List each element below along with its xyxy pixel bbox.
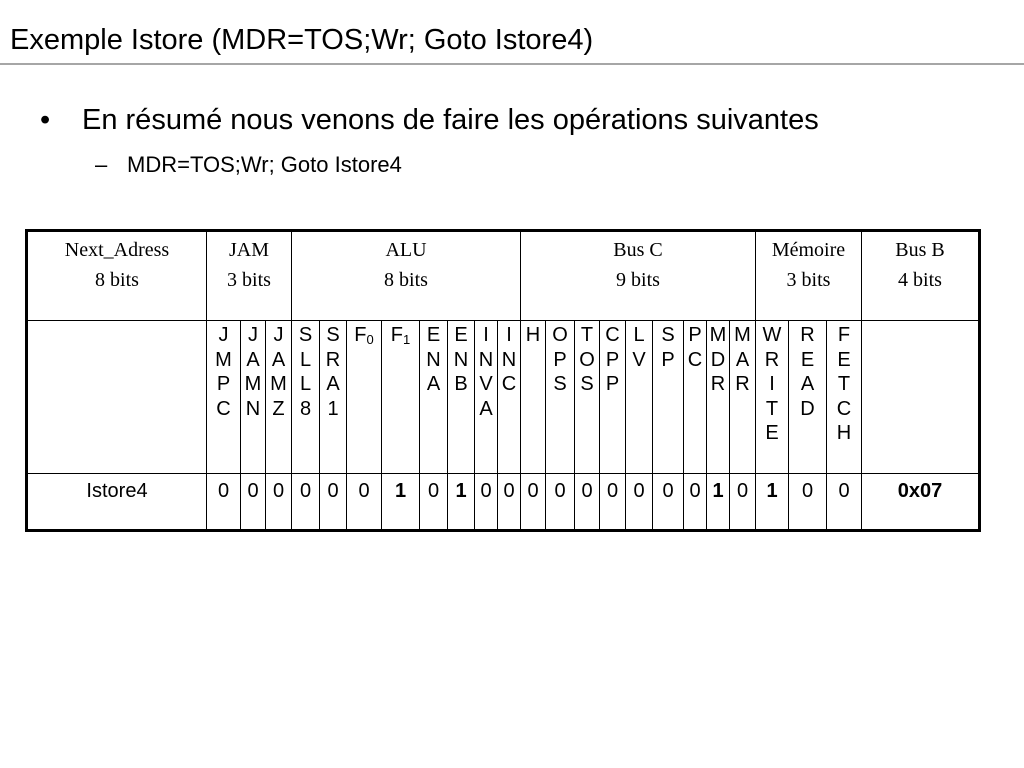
signal-letter: R bbox=[735, 373, 750, 395]
signal-letter: M bbox=[215, 348, 232, 371]
signal-name-cell bbox=[789, 321, 827, 474]
signal-letter: T bbox=[837, 373, 851, 395]
signal-cell-empty bbox=[27, 321, 207, 474]
signal-letter: A bbox=[271, 348, 286, 371]
group-bits: 3 bits bbox=[786, 269, 831, 291]
signal-letter: R bbox=[800, 324, 815, 346]
signal-name-cell bbox=[320, 321, 347, 474]
bit-value: 0 bbox=[626, 474, 653, 531]
signal-letter: J bbox=[248, 324, 258, 346]
group-name: Mémoire bbox=[771, 239, 846, 261]
signal-name-cell bbox=[626, 321, 653, 474]
group-name: Bus C bbox=[613, 239, 663, 261]
signal-letter: S bbox=[661, 324, 675, 346]
signal-letter: P bbox=[661, 348, 675, 371]
bit-value: 0 bbox=[420, 474, 448, 531]
signal-name-cell bbox=[347, 321, 382, 474]
signal-letter: P bbox=[553, 348, 567, 371]
bit-value: 0 bbox=[266, 474, 292, 531]
group-bits: 8 bits bbox=[384, 269, 428, 291]
signal-letter: M bbox=[270, 373, 287, 395]
bit-value: 1 bbox=[707, 474, 730, 531]
signal-name-cell bbox=[382, 321, 420, 474]
bit-value: 0 bbox=[521, 474, 546, 531]
signal-letter: P bbox=[216, 373, 231, 395]
signal-letter: A bbox=[479, 397, 493, 420]
field-group-header-row bbox=[27, 231, 980, 321]
bit-value: 1 bbox=[382, 474, 420, 531]
signal-letter: 8 bbox=[299, 397, 312, 420]
sub-bullet-text: MDR=TOS;Wr; Goto Istore4 bbox=[127, 152, 402, 177]
signal-name-cell bbox=[475, 321, 498, 474]
bit-value: 0 bbox=[653, 474, 684, 531]
signal-letter: N bbox=[501, 348, 517, 371]
group-bits: 9 bits bbox=[616, 269, 660, 291]
signal-letter: S bbox=[553, 373, 567, 395]
signal-letter: M bbox=[709, 324, 727, 346]
signal-letter: E bbox=[454, 324, 468, 346]
signal-letter: H bbox=[525, 324, 541, 346]
signal-letter: N bbox=[245, 397, 261, 420]
group-next-address bbox=[27, 231, 207, 321]
bit-value: 1 bbox=[448, 474, 475, 531]
signal-letter: C bbox=[216, 397, 231, 420]
signal-letter: R bbox=[710, 373, 726, 395]
signal-letter: V bbox=[479, 373, 493, 395]
signal-letter: O bbox=[579, 348, 595, 371]
signal-letter: Z bbox=[272, 397, 285, 420]
signal-letter: A bbox=[735, 348, 750, 371]
signal-name-cell bbox=[448, 321, 475, 474]
signal-name-cell bbox=[266, 321, 292, 474]
sub-bullet-marker: – bbox=[95, 152, 108, 177]
signal-letter: I bbox=[506, 324, 512, 346]
signal-name-row bbox=[27, 321, 980, 474]
group-name: JAM bbox=[228, 239, 269, 261]
bit-value: 0 bbox=[789, 474, 827, 531]
signal-letter: L bbox=[299, 348, 312, 371]
signal-letter: B bbox=[454, 373, 468, 395]
signal-name-cell bbox=[684, 321, 707, 474]
signal-letter: E bbox=[800, 348, 815, 371]
signal-letter: W bbox=[762, 324, 782, 346]
signal-letter: C bbox=[501, 373, 517, 395]
signal-letter: D bbox=[800, 397, 815, 420]
signal-letter: R bbox=[325, 348, 341, 371]
signal-letter: O bbox=[552, 324, 568, 346]
signal-letter: T bbox=[765, 397, 779, 420]
signal-name-cell bbox=[292, 321, 320, 474]
signal-letter: 1 bbox=[327, 397, 339, 420]
signal-letter: E bbox=[837, 348, 851, 371]
signal-letter: I bbox=[483, 324, 489, 346]
group-name: Bus B bbox=[895, 239, 945, 261]
group-bits: 3 bits bbox=[227, 269, 271, 291]
group-bus-c bbox=[521, 231, 756, 321]
signal-letter: J bbox=[218, 324, 229, 346]
bullet-item bbox=[40, 102, 819, 138]
signal-letter: L bbox=[633, 324, 645, 346]
bit-value: 0 bbox=[600, 474, 626, 531]
signal-name-cell bbox=[575, 321, 600, 474]
signal-letter: C bbox=[836, 397, 852, 420]
signal-letter: J bbox=[273, 324, 284, 346]
signal-letter: S bbox=[580, 373, 594, 395]
signal-letter: A bbox=[800, 373, 815, 395]
bit-value: 0 bbox=[320, 474, 347, 531]
signal-name-cell bbox=[653, 321, 684, 474]
bus-b-value: 0x07 bbox=[862, 474, 980, 531]
signal-name-cell bbox=[827, 321, 862, 474]
signal-letter: A bbox=[326, 373, 340, 395]
signal-letter: E bbox=[765, 422, 779, 444]
signal-cell-empty bbox=[862, 321, 980, 474]
signal-letter: C bbox=[605, 324, 620, 346]
group-alu bbox=[292, 231, 521, 321]
bit-value: 0 bbox=[827, 474, 862, 531]
microinstruction-table bbox=[25, 229, 981, 532]
bit-value: 0 bbox=[546, 474, 575, 531]
signal-name-cell bbox=[207, 321, 241, 474]
next-address-value: Istore4 bbox=[27, 474, 207, 531]
signal-letter: V bbox=[632, 348, 646, 371]
sub-bullet-item bbox=[95, 150, 402, 180]
group-name: Next_Adress bbox=[64, 239, 170, 261]
signal-letter: I bbox=[769, 373, 775, 395]
bit-value: 1 bbox=[756, 474, 789, 531]
signal-letter: A bbox=[246, 348, 260, 371]
signal-name-cell bbox=[498, 321, 521, 474]
signal-letter: D bbox=[710, 348, 726, 371]
signal-name-cell bbox=[707, 321, 730, 474]
signal-letter: R bbox=[764, 348, 780, 371]
signal-letter: S bbox=[298, 324, 313, 346]
signal-name-cell bbox=[241, 321, 266, 474]
signal-name-cell bbox=[730, 321, 756, 474]
bit-value: 0 bbox=[292, 474, 320, 531]
signal-name-cell bbox=[420, 321, 448, 474]
signal-name-cell bbox=[521, 321, 546, 474]
bit-value: 0 bbox=[684, 474, 707, 531]
signal-letter: M bbox=[734, 324, 751, 346]
value-row bbox=[27, 474, 980, 531]
title-divider bbox=[0, 63, 1024, 65]
signal-letter: M bbox=[244, 373, 262, 395]
signal-letter: T bbox=[580, 324, 594, 346]
signal-letter: N bbox=[478, 348, 494, 371]
group-memoire bbox=[756, 231, 862, 321]
signal-name-cell bbox=[546, 321, 575, 474]
signal-letter: P bbox=[688, 324, 702, 346]
signal-label: $F_1$ bbox=[390, 324, 411, 347]
signal-label: $F_0$ bbox=[354, 324, 374, 347]
bit-value: 0 bbox=[207, 474, 241, 531]
signal-letter: P bbox=[605, 373, 620, 395]
bullet-text: En résumé nous venons de faire les opérations suivantes bbox=[82, 104, 819, 136]
signal-letter: C bbox=[687, 348, 703, 371]
group-bits: 8 bits bbox=[95, 269, 139, 291]
bit-value: 0 bbox=[575, 474, 600, 531]
signal-letter: A bbox=[426, 373, 441, 395]
signal-letter: E bbox=[426, 324, 441, 346]
signal-letter: S bbox=[326, 324, 340, 346]
bit-value: 0 bbox=[498, 474, 521, 531]
slide-title: Exemple Istore (MDR=TOS;Wr; Goto Istore4) bbox=[10, 24, 594, 56]
signal-letter: H bbox=[836, 422, 852, 444]
group-jam bbox=[207, 231, 292, 321]
bit-value: 0 bbox=[730, 474, 756, 531]
group-bus-b bbox=[862, 231, 980, 321]
signal-name-cell bbox=[756, 321, 789, 474]
signal-letter: L bbox=[299, 373, 312, 395]
bit-value: 0 bbox=[475, 474, 498, 531]
group-name: ALU bbox=[385, 239, 427, 261]
bit-value: 0 bbox=[347, 474, 382, 531]
bullet-marker: • bbox=[40, 104, 51, 136]
group-bits: 4 bits bbox=[898, 269, 942, 291]
bit-value: 0 bbox=[241, 474, 266, 531]
signal-letter: N bbox=[453, 348, 469, 371]
signal-letter: N bbox=[426, 348, 441, 371]
signal-letter: F bbox=[837, 324, 851, 346]
signal-letter: P bbox=[605, 348, 620, 371]
signal-name-cell bbox=[600, 321, 626, 474]
